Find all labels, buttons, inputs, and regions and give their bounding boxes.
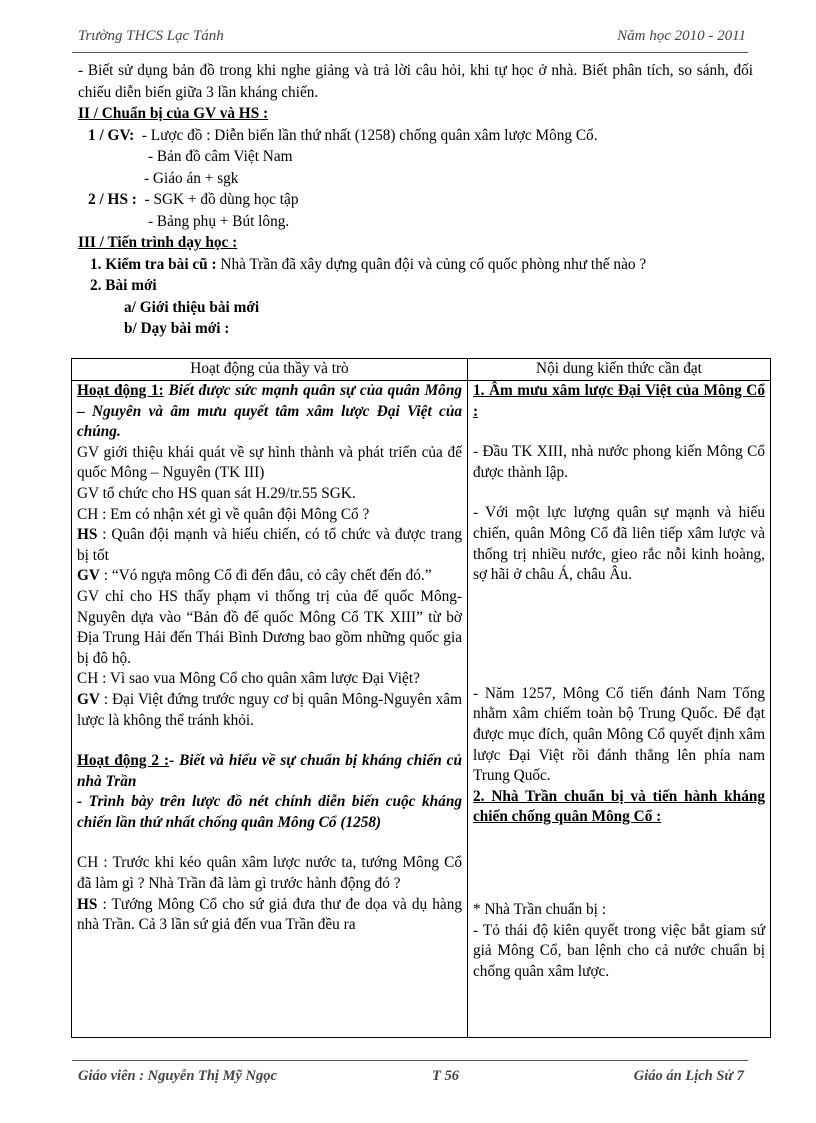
header-divider [72,52,748,53]
footer-page-number: T 56 [432,1068,459,1084]
header-year: Năm học 2010 - 2011 [617,28,746,44]
hs-tag: HS [77,526,98,544]
footer-teacher: Giáo viên : Nguyễn Thị Mỹ Ngọc [78,1068,277,1084]
paragraph: GV giới thiệu khái quát về sự hình thành và phát triển của đế quốc Mông – Nguyên (TK III) [77,443,462,482]
activity2-subtitle: - Trình bày trên lược đồ nét chính diễn biến cuộc kháng chiến lần thứ nhất chống quân Mông Cổ (1258) [77,793,462,831]
sub-teach: b/ Dạy bài mới : [124,320,230,337]
content-point: - Đầu TK XIII, nhà nước phong kiến Mông Cổ được thành lập. [473,443,765,481]
question: CH : Em có nhận xét gì về quân đội Mông Cổ ? [77,505,370,523]
content-cell [468,381,771,1038]
activities-cell [72,381,468,1038]
col-header-activities: Hoạt động của thầy và trò [72,359,468,381]
activity2-label: Hoạt động 2 : [77,752,170,770]
activity1-title: Biết được sức mạnh quân sự của quân Mông – Nguyên và âm mưu quyết tâm xâm lược Đại Việt của chúng. [77,382,462,441]
check-text: Nhà Trần đã xây dựng quân đội và củng cố quốc phòng như thế nào ? [216,255,647,273]
answer: : Tướng Mông Cổ cho sứ giả đưa thư đe dọa và dụ hàng nhà Trần. Cả 3 lần sứ giả đến vua Trần đều ra [77,895,462,934]
gv-item: - Giáo án + sgk [144,169,239,187]
activity1-label: Hoạt động 1: [77,382,164,399]
answer: : Đại Việt đứng trước nguy cơ bị quân Mông-Nguyên xâm lược là không thể tránh khỏi. [77,690,462,729]
content-point: - Tỏ thái độ kiên quyết trong việc bắt giam sứ giả Mông Cổ, ban lệnh cho cả nước chuẩn bị chống quân xâm lược. [473,921,765,980]
header-school: Trường THCS Lạc Tánh [78,28,224,44]
gv-tag: GV [77,567,100,585]
question: CH : Trước khi kéo quân xâm lược nước ta, tướng Mông Cổ đã làm gì ? Nhà Trần đã làm gì trước hành động đó ? [77,854,462,893]
hs-tag: HS [77,895,98,913]
lesson-table [71,358,771,1038]
activity2-title: - Biết và hiểu về sự chuẩn bị kháng chiến củ nhà Trần [77,752,462,790]
footer-subject: Giáo án Lịch Sử 7 [633,1068,744,1084]
intro-section [78,60,753,340]
section2-title: II / Chuẩn bị của GV và HS : [78,105,269,122]
question: CH : Vì sao vua Mông Cổ cho quân xâm lược Đại Việt? [77,670,420,688]
gv-item: - Bản đồ câm Việt Nam [148,148,293,165]
hs-item: - SGK + đồ dùng học tập [144,191,299,208]
sub-intro: a/ Giới thiệu bài mới [124,298,260,316]
new-lesson: 2. Bài mới [90,277,157,294]
paragraph: GV tổ chức cho HS quan sát H.29/tr.55 SGK. [77,484,356,502]
section3-title: III / Tiến trình dạy học : [78,234,238,251]
hs-item: - Bảng phụ + Bút lông. [148,212,290,230]
gv-tag: GV [77,690,100,708]
answer: : Quân đội mạnh và hiếu chiến, có tổ chức và được trang bị tốt [77,526,462,564]
content-point: - Năm 1257, Mông Cổ tiến đánh Nam Tống nhằm xâm chiếm toàn bộ Trung Quốc. Để đạt được mục đích, quân Mông Cổ quyết định xâm lược Đại Việt rồi đánh thẳng lên phía nam Trung Quốc. [473,684,765,785]
gv-item: - Lược đồ : Diễn biến lần thứ nhất (1258) chống quân xâm lược Mông Cổ. [141,126,598,144]
intro-objective: - Biết sử dụng bản đồ trong khi nghe giảng và trả lời câu hỏi, khi tự học ở nhà. Biết phân tích, so sánh, đối chiếu diễn biến giữa 3 lần kháng chiến. [78,62,753,101]
gv-label: 1 / GV: [88,126,135,144]
check-label: 1. Kiểm tra bài cũ : [90,255,217,273]
content-section1-title: 1. Âm mưu xâm lược Đại Việt của Mông Cổ : [473,382,765,420]
content-subheading: * Nhà Trần chuẩn bị : [473,900,606,918]
quote: : “Vó ngựa mông Cổ đi đến đâu, cỏ cây chết đến đó.” [99,567,432,585]
content-point: - Với một lực lượng quân sự mạnh và hiếu chiến, quân Mông Cổ đã liên tiếp xâm lược và thống trị nhiều nước, gieo rắc nỗi kinh hoàng, sợ hãi ở châu Á, châu Âu. [473,504,765,584]
hs-label: 2 / HS : [88,191,137,208]
content-section2-title: 2. Nhà Trần chuẩn bị và tiến hành kháng chiến chống quân Mông Cổ : [473,787,765,826]
footer-divider [72,1060,748,1061]
col-header-content: Nội dung kiến thức cần đạt [468,359,771,381]
paragraph: GV chỉ cho HS thấy phạm vi thống trị của đế quốc Mông-Nguyên dựa vào “Bản đồ đế quốc Mông Cổ TK XIII” từ bờ Địa Trung Hải đến Thái Bình Dương bao gồm những quốc gia bị đô hộ. [77,587,462,667]
